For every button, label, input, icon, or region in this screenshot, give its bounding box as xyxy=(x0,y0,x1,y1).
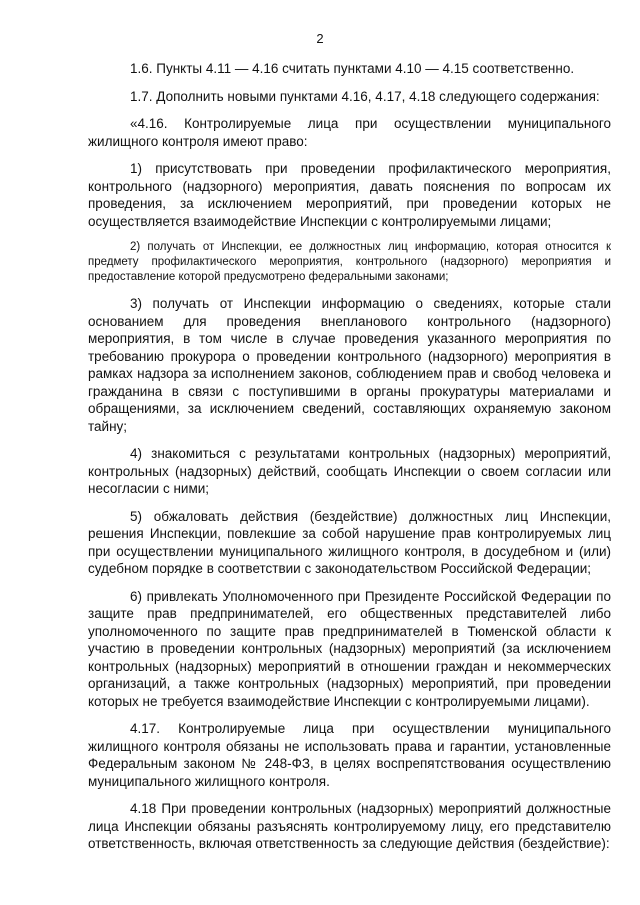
list-item-2: 2) получать от Инспекции, ее должностных лиц информацию, которая относится к предмету профилактического мероприятия, контрольного (надзорного) мероприятия и предоставление которой предусмотрено федеральными законами; xyxy=(88,241,611,283)
list-item-1: 1) присутствовать при проведении профилактического мероприятия, контрольного (надзорного) мероприятия, давать пояснения по вопросам их проведения, за исключением мероприятий, при проведении которых не осуществляется взаимодействие Инспекции с контролируемыми лицами; xyxy=(88,161,611,229)
list-item-3: 3) получать от Инспекции информацию о сведениях, которые стали основанием для проведения внепланового контрольного (надзорного) мероприятия, в том числе в случае проведения указанного мероприятия по требованию прокурора о проведении контрольного (надзорного) мероприятия в рамках надзора за исполнением законов, соблюдением прав и свобод человека и гражданина в связи с поступившими в органы прокуратуры материалами и обращениями, за исключением сведений, составляющих охраняемую законом тайну; xyxy=(88,296,611,434)
paragraph-4-18: 4.18 При проведении контрольных (надзорных) мероприятий должностные лица Инспекции обязаны разъяснять контролируемому лицу, его представителю ответственность, включая ответственность за следующие действия (бездействие): xyxy=(88,801,611,851)
list-item-5: 5) обжаловать действия (бездействие) должностных лиц Инспекции, решения Инспекции, повлекшие за собой нарушение прав контролируемых лиц при осуществлении муниципального жилищного контроля, в досудебном и (или) судебном порядке в соответствии с законодательством Российской Федерации; xyxy=(88,508,611,576)
page-number: 2 xyxy=(316,31,324,46)
paragraph-4-16: «4.16. Контролируемые лица при осуществлении муниципального жилищного контроля имеют право: xyxy=(88,116,611,149)
paragraph-1-7: 1.7. Дополнить новыми пунктами 4.16, 4.17, 4.18 следующего содержания: xyxy=(130,88,600,104)
document-body xyxy=(88,60,611,863)
list-item-6: 6) привлекать Уполномоченного при Президенте Российской Федерации по защите прав предпринимателей, его общественных представителей либо уполномоченного по защите прав предпринимателей в Тюменской области к участию в проведении контрольных (надзорных) мероприятий (за исключением контрольных (надзорных) мероприятий в отношении граждан и некоммерческих организаций, а также контрольных (надзорных) мероприятий, при проведении которых не требуется взаимодействие Инспекции с контролируемыми лицами). xyxy=(88,588,611,709)
paragraph-4-17: 4.17. Контролируемые лица при осуществлении муниципального жилищного контроля обязаны не использовать права и гарантии, установленные Федеральным законом № 248-ФЗ, в целях воспрепятствования осуществлению муниципального жилищного контроля. xyxy=(88,721,611,789)
paragraph-1-6: 1.6. Пункты 4.11 — 4.16 считать пунктами 4.10 — 4.15 соответственно. xyxy=(130,61,575,76)
list-item-4: 4) знакомиться с результатами контрольных (надзорных) мероприятий, контрольных (надзорных) действий, сообщать Инспекции о своем согласии или несогласии с ними; xyxy=(88,446,611,496)
